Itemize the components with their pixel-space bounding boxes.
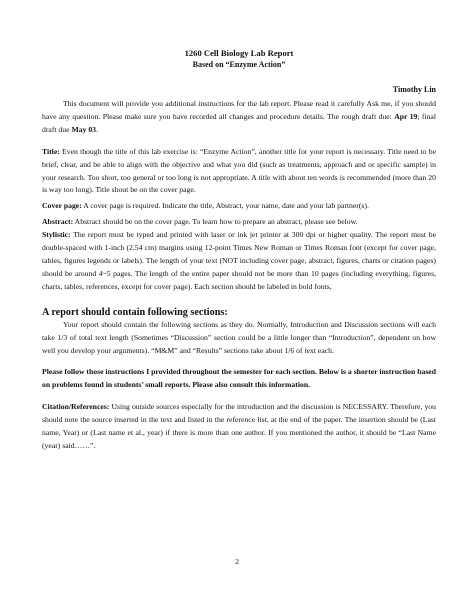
- title-paragraph-text: Even though the title of this lab exercise is: “Enzyme Action”, another title for your report is necessary. Title need to be brief, clear, and be able to align with the objective and what you did (such as treatments, approach and or specific sample) in your research. Too short, too general or too long is not appropriate. A title with about ten words is recommended (more than 20 is way too long). Title shout be on the cover page.: [42, 146, 436, 195]
- citation-text: Using outside sources especially for the introduction and the discussion is NECESSARY. Therefore, you should note the source inserted in the text and listed in the reference list, at the end of the paper. The insertion should be (Last name, Year) or (Last name et al., year) if there is more than one author. If you mentioned the author, it should be “Last Name (year) said……”.: [42, 402, 436, 450]
- citation-paragraph: [42, 401, 436, 453]
- stylistic-paragraph: [42, 229, 436, 294]
- intro-text: This document will provide you additional instructions for the lab report. Please read it carefully Ask me, if you should have any question. Please make sure you have recorded all changes and procedure details. The rough draft due:: [42, 99, 436, 121]
- document-subtitle: Based on “Enzyme Action”: [192, 60, 286, 69]
- abstract-label: Abstract:: [42, 217, 74, 227]
- final-draft-due-date: May 03: [71, 124, 97, 134]
- instructions-bold-paragraph: Please follow those instructions I provided throughout the semester for each section. Below is a shorter instruction based on problems found in students’ small reports. Please also consult this information.: [42, 367, 436, 390]
- abstract-text: Abstract should be on the cover page. To learn how to prepare an abstract, please see below.: [73, 217, 358, 227]
- cover-page-paragraph: [42, 200, 436, 213]
- title-paragraph: [42, 146, 436, 198]
- title-label: Title:: [42, 146, 60, 156]
- stylistic-label: Stylistic:: [42, 230, 71, 240]
- document-title: 1260 Cell Biology Lab Report: [184, 48, 294, 58]
- intro-paragraph: [42, 98, 436, 137]
- author-name: Timothy Lin: [392, 85, 436, 94]
- stylistic-text: The report must be typed and printed with laser or ink jet printer at 300 dpi or higher quality. The report must be double-spaced with 1-inch (2.54 cm) margins using 12-point Times New Roman or Times Roman font (except for cover page, tables, figures legends or labels). The length of your text (NOT including cover page, abstract, figures, charts or citation pages) should be around 4~5 pages. The length of the entire paper should not be more than 10 pages (including everything, figures, charts, tables, references, except for cover page). Each section should be labeled in bold fonts,: [42, 230, 436, 291]
- citation-label: Citation/References:: [42, 402, 110, 412]
- cover-page-label: Cover page:: [42, 201, 82, 211]
- sections-paragraph: Your report should contain the following sections as they do. Normally, Introduction and Discussion sections will each take 1/3 of total text length (Sometimes “Discussion” section could be a little longer than “Introduction”, dependent on how well you develop your arguments). “M&M” and “Results” sections take about 1/6 of text each.: [42, 319, 436, 355]
- intro-text-2: ; final draft due: [42, 111, 436, 134]
- cover-page-text: A cover page is required. Indicate the title, Abstract, your name, date and your lab partner(s).: [81, 201, 369, 211]
- rough-draft-due-date: Apr 19: [394, 111, 418, 121]
- abstract-paragraph: [42, 216, 436, 229]
- sections-heading: A report should contain following sections:: [42, 306, 228, 318]
- page-number: 2: [235, 557, 239, 566]
- intro-text-3: .: [96, 124, 98, 134]
